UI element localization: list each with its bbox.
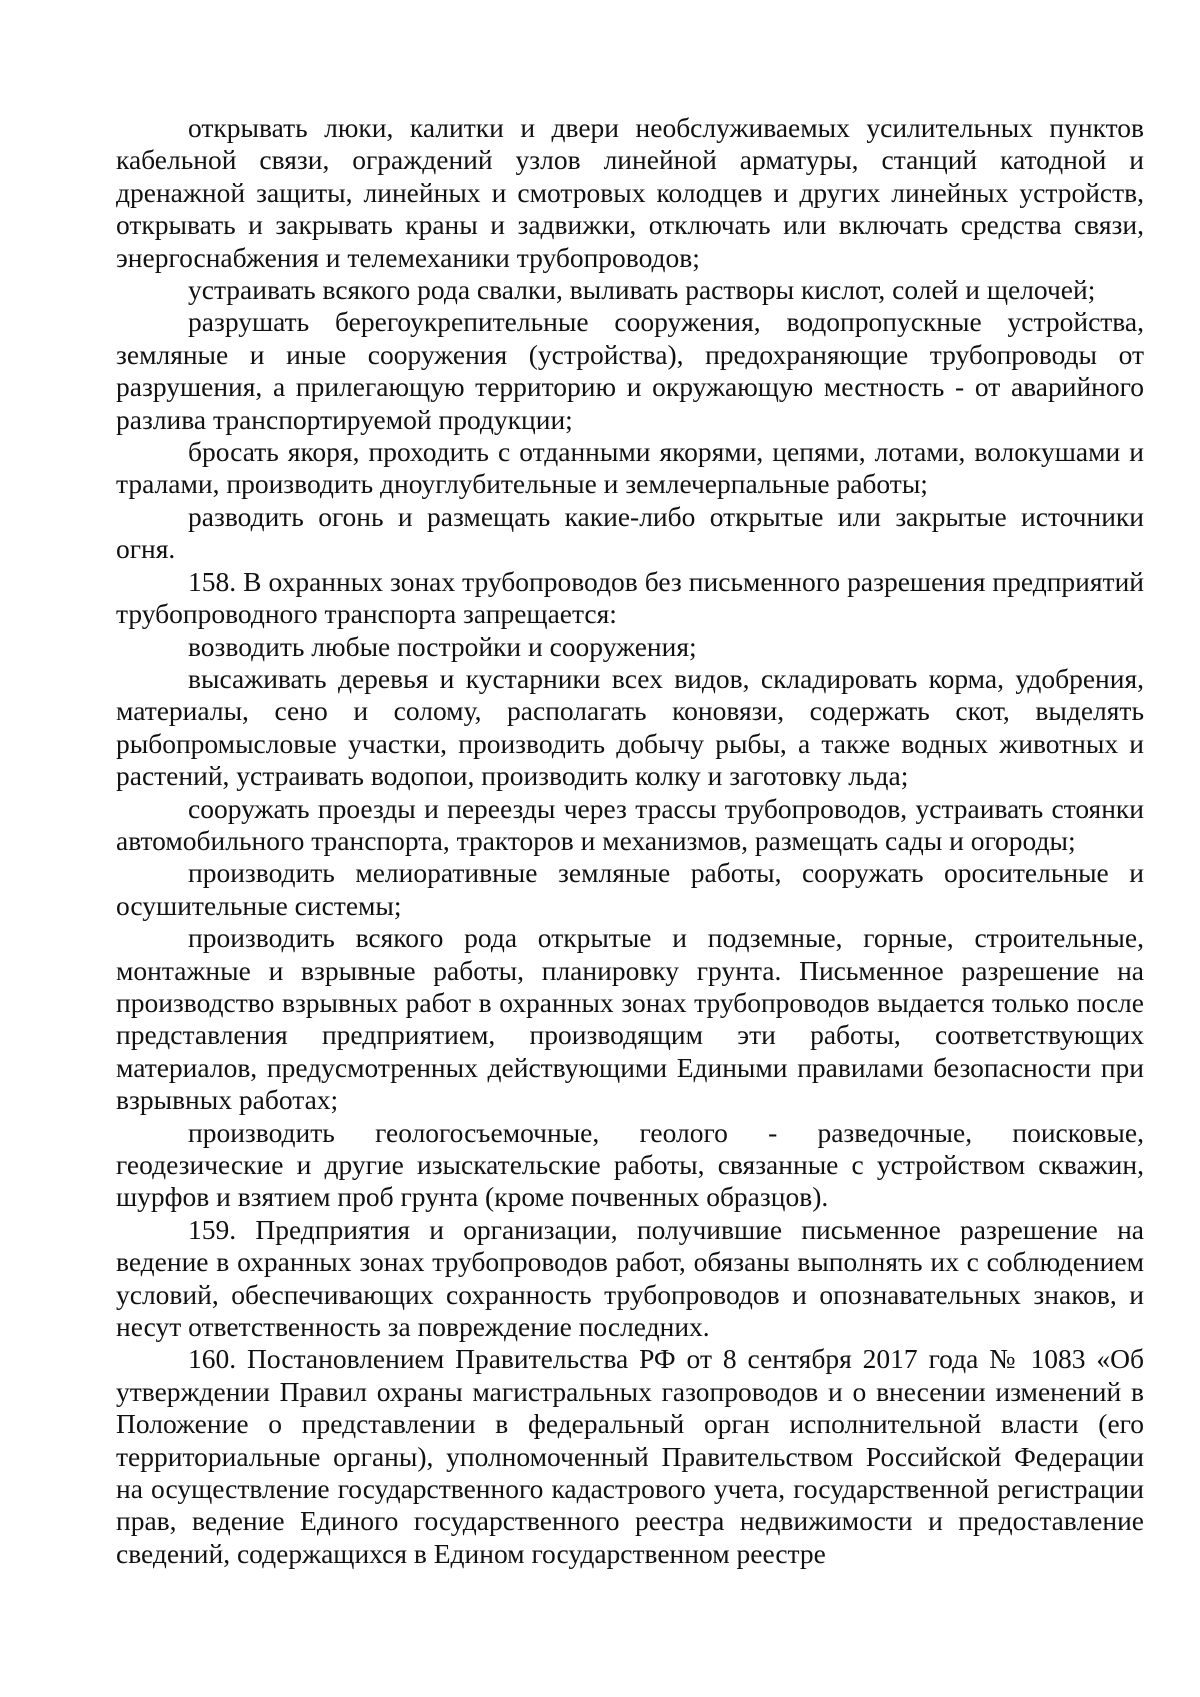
paragraph: устраивать всякого рода свалки, выливать растворы кислот, солей и щелочей; — [188, 274, 1096, 306]
paragraph: сооружать проезды и переезды через трассы трубопроводов, устраивать стоянки автомобильного транспорта, тракторов и механизмов, размещать сады и огороды; — [116, 792, 1144, 856]
paragraph: 160. Постановлением Правительства РФ от 8 сентября 2017 года № 1083 «Об утверждении Правил охраны магистральных газопроводов и о внесении изменений в Положение о представлении в федеральный орган исполнительной власти (его территориальные органы), уполномоченный Правительством Российской Федерации на осуществление государственного кадастрового учета, государственной регистрации прав, ведение Единого государственного реестра недвижимости и предоставление сведений, содержащихся в Едином государственном реестре — [116, 1343, 1144, 1569]
paragraph: возводить любые постройки и сооружения; — [188, 630, 697, 662]
paragraph: открывать люки, калитки и двери необслуживаемых усилительных пунктов кабельной связи, ограждений узлов линейной арматуры, станций катодной и дренажной защиты, линейных и смотровых колодцев и других линейных устройств, открывать и закрывать краны и задвижки, отключать или включать средства связи, энергоснабжения и телемеханики трубопроводов; — [116, 112, 1144, 273]
paragraph: 159. Предприятия и организации, получившие письменное разрешение на ведение в охранных зонах трубопроводов работ, обязаны выполнять их с соблюдением условий, обеспечивающих сохранность трубопроводов и опознавательных знаков, и несут ответственность за повреждение последних. — [116, 1213, 1144, 1343]
paragraph: бросать якоря, проходить с отданными якорями, цепями, лотами, волокушами и тралами, производить дноуглубительные и землечерпальные работы; — [116, 436, 1144, 500]
paragraph: производить всякого рода открытые и подземные, горные, строительные, монтажные и взрывные работы, планировку грунта. Письменное разрешение на производство взрывных работ в охранных зонах трубопроводов выдается только после представления предприятием, производящим эти работы, соответствующих материалов, предусмотренных действующими Едиными правилами безопасности при взрывных работах; — [116, 922, 1144, 1116]
paragraph: 158. В охранных зонах трубопроводов без письменного разрешения предприятий трубопроводного транспорта запрещается: — [116, 565, 1144, 630]
paragraph: разводить огонь и размещать какие-либо открытые или закрытые источники огня. — [116, 500, 1144, 565]
document-page — [116, 112, 1144, 1570]
paragraph: разрушать берегоукрепительные сооружения, водопропускные устройства, земляные и иные сооружения (устройства), предохраняющие трубопроводы от разрушения, а прилегающую территорию и окружающую местность - от аварийного разлива транспортируемой продукции; — [116, 306, 1144, 435]
paragraph: производить мелиоративные земляные работы, сооружать оросительные и осушительные системы; — [116, 857, 1144, 921]
paragraph: высаживать деревья и кустарники всех видов, складировать корма, удобрения, материалы, сено и солому, располагать коновязи, содержать скот, выделять рыбопромысловые участки, производить добычу рыбы, а также водных животных и растений, устраивать водопои, производить колку и заготовку льда; — [116, 662, 1144, 792]
paragraph: производить геологосъемочные, геолого - разведочные, поисковые, геодезические и другие изыскательские работы, связанные с устройством скважин, шурфов и взятием проб грунта (кроме почвенных образцов). — [116, 1116, 1144, 1213]
